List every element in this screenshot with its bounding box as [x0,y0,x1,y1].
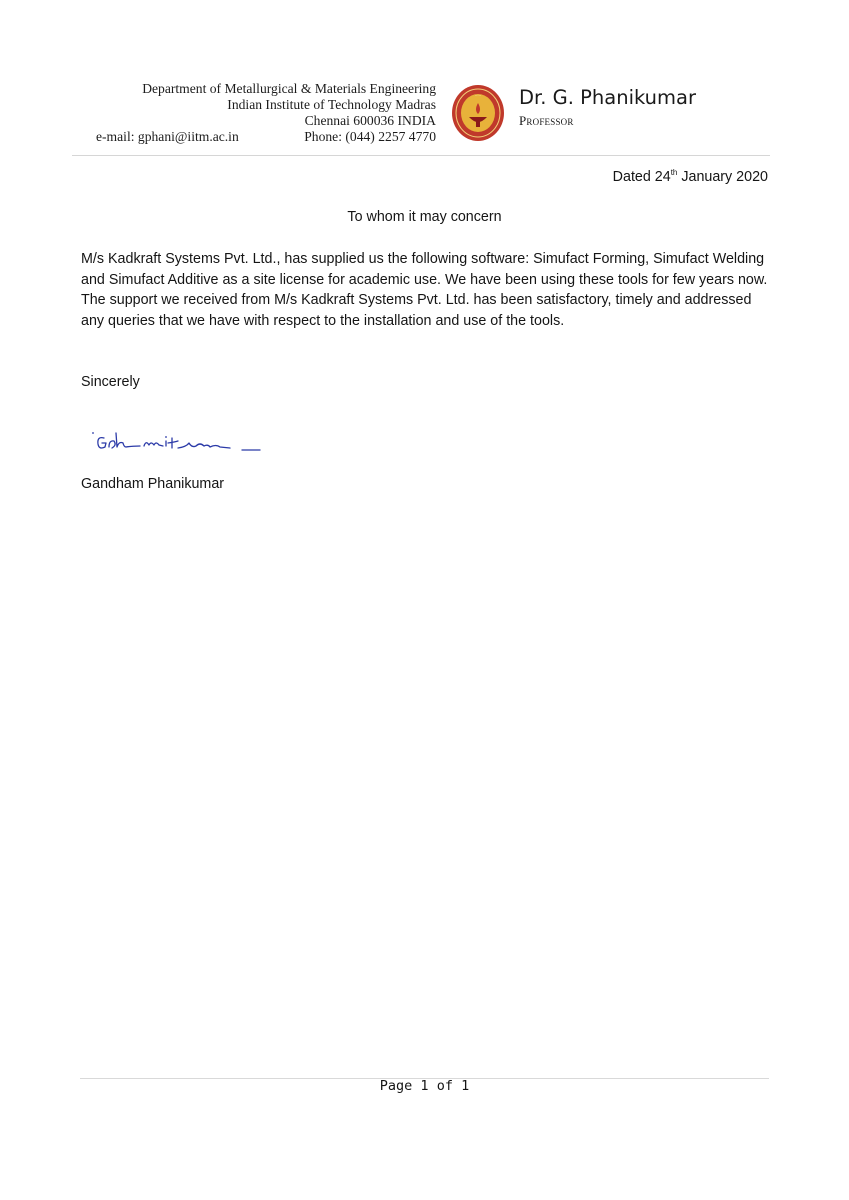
department-name: Department of Metallurgical & Materials Engineering [142,81,436,96]
iit-madras-seal-icon [450,83,506,143]
body-line: The support we received from M/s Kadkraft Systems Pvt. Ltd. has been satisfactory, timely and addressed [81,292,752,309]
signer-name: Gandham Phanikumar [81,476,225,492]
header-divider [72,155,770,156]
institute-name: Indian Institute of Technology Madras [227,97,436,112]
phone-line: Phone: (044) 2257 4770 [304,129,436,144]
professor-title: Professor [519,113,574,128]
salutation: To whom it may concern [347,209,502,225]
body-line: and Simufact Additive as a site license for academic use. We have been using these tools for few years now. [81,271,768,288]
letterhead-name-block [519,86,696,129]
svg-text:·····: ····· [474,93,482,98]
letterhead-address [80,81,436,145]
city-line: Chennai 600036 INDIA [304,113,436,128]
closing: Sincerely [81,374,140,390]
letter-body [81,249,771,331]
body-line: M/s Kadkraft Systems Pvt. Ltd., has supplied us the following software: Simufact Forming, Simufact Welding [81,251,765,267]
email-line: e-mail: gphani@iitm.ac.in [96,129,239,144]
professor-name: Dr. G. Phanikumar [519,86,697,109]
letter-date [613,169,768,185]
handwritten-signature [92,428,264,458]
date-rest: January 2020 [677,169,768,185]
date-suffix: th [670,168,678,177]
body-line: any queries that we have with respect to the installation and use of the tools. [81,312,565,329]
date-prefix: Dated 24 [612,169,671,185]
contact-row [80,129,436,145]
page-number: Page 1 of 1 [379,1078,470,1094]
